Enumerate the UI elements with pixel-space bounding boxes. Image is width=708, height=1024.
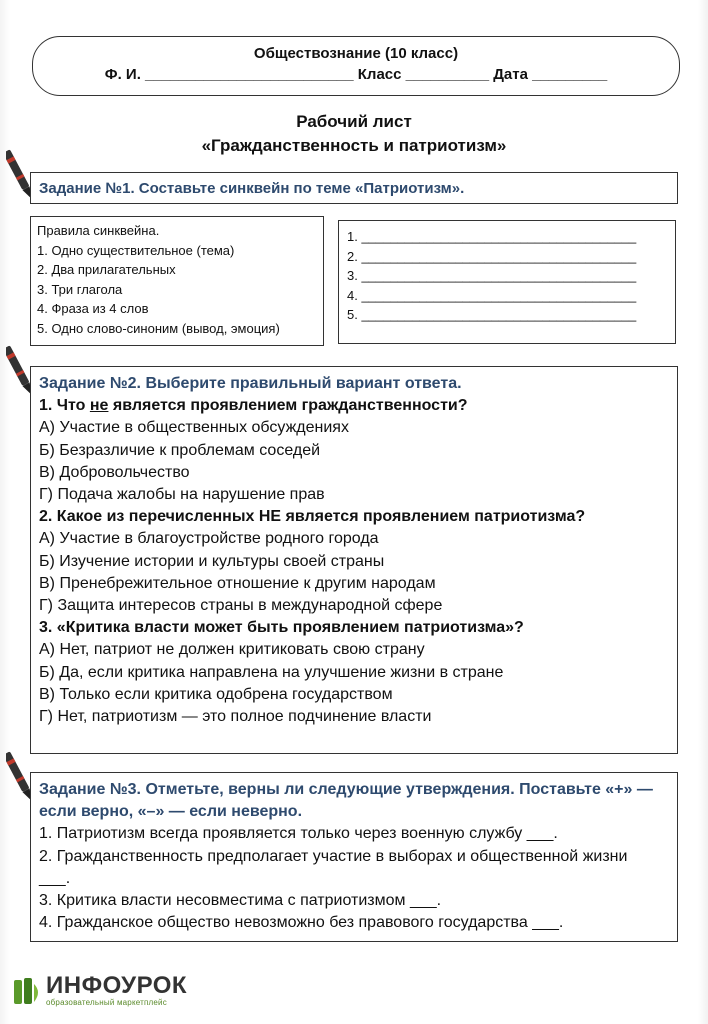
pen-icon [6, 146, 32, 204]
subject-label: Обществознание (10 класс) [253, 45, 459, 62]
statement-item[interactable]: 1. Патриотизм всегда проявляется только через военную службу ___. [39, 825, 558, 843]
rule-item: 2. Два прилагательных [37, 262, 176, 277]
task3-box [30, 772, 678, 942]
logo-subtitle: образовательный маркетплейс [46, 998, 167, 1007]
answer-line[interactable]: 1. ______________________________________ [347, 229, 637, 244]
answer-option[interactable]: В) Пренебрежительное отношение к другим народам [39, 574, 436, 592]
answer-option[interactable]: Г) Защита интересов страны в международной сфере [39, 597, 443, 615]
answer-line[interactable]: 4. ______________________________________ [347, 287, 637, 303]
answer-line[interactable]: 2. ______________________________________ [347, 248, 637, 264]
task1-box [30, 172, 678, 204]
answer-line[interactable]: 3. ______________________________________ [347, 268, 637, 283]
answer-line[interactable]: 5. ______________________________________ [347, 307, 637, 322]
worksheet-title: Рабочий лист [296, 112, 412, 131]
question-2: 2. Какое из перечисленных НЕ является проявлением патриотизма? [39, 508, 586, 526]
answer-option[interactable]: В) Добровольчество [39, 463, 190, 481]
answer-option[interactable]: Б) Да, если критика направлена на улучшение жизни в стране [39, 663, 504, 681]
infourok-logo-icon [12, 976, 42, 1006]
answer-option[interactable]: Б) Изучение истории и культуры своей страны [39, 552, 385, 570]
pen-icon [6, 342, 32, 400]
pen-icon [6, 748, 32, 806]
rule-item: 1. Одно существительное (тема) [37, 242, 235, 258]
question-3: 3. «Критика власти может быть проявлением патриотизма»? [39, 619, 524, 637]
rules-title: Правила синквейна. [37, 223, 160, 238]
statement-item-cont[interactable]: ___. [39, 869, 71, 887]
task3-title-cont: если верно, «–» — если неверно. [39, 803, 303, 821]
logo-name: ИНФОУРОК [46, 972, 188, 999]
answer-option[interactable]: А) Нет, патриот не должен критиковать свою страну [39, 641, 425, 659]
name-class-date-line: Ф. И. _________________________ Класс __________ Дата _________ [104, 66, 608, 83]
rule-item: 5. Одно слово-синоним (вывод, эмоция) [37, 320, 280, 336]
rule-item: 3. Три глагола [37, 281, 123, 297]
syncwine-answer-box [338, 220, 676, 344]
answer-option[interactable]: Г) Нет, патриотизм — это полное подчинение власти [39, 708, 432, 726]
infourok-logo[interactable] [12, 972, 192, 1012]
task2-title: Задание №2. Выберите правильный вариант ответа. [39, 375, 462, 392]
statement-item[interactable]: 2. Гражданственность предполагает участие в выборах и общественной жизни [39, 847, 628, 865]
answer-option[interactable]: Б) Безразличие к проблемам соседей [39, 441, 321, 459]
syncwine-rules-box [30, 216, 324, 346]
statement-item[interactable]: 3. Критика власти несовместима с патриотизмом ___. [39, 892, 442, 910]
worksheet-subtitle: «Гражданственность и патриотизм» [201, 136, 507, 155]
rule-item: 4. Фраза из 4 слов [37, 301, 149, 316]
task3-title: Задание №3. Отметьте, верны ли следующие утверждения. Поставьте «+» — [39, 781, 653, 798]
task1-title: Задание №1. Составьте синквейн по теме «Патриотизм». [39, 180, 465, 197]
statement-item[interactable]: 4. Гражданское общество невозможно без правового государства ___. [39, 914, 564, 932]
answer-option[interactable]: В) Только если критика одобрена государством [39, 685, 393, 703]
question-1: 1. Что не является проявлением гражданственности? [39, 397, 468, 415]
answer-option[interactable]: Г) Подача жалобы на нарушение прав [39, 486, 325, 504]
answer-option[interactable]: А) Участие в общественных обсуждениях [39, 419, 349, 437]
student-header [32, 36, 680, 96]
answer-option[interactable]: А) Участие в благоустройстве родного города [39, 530, 379, 548]
task2-box [30, 366, 678, 754]
